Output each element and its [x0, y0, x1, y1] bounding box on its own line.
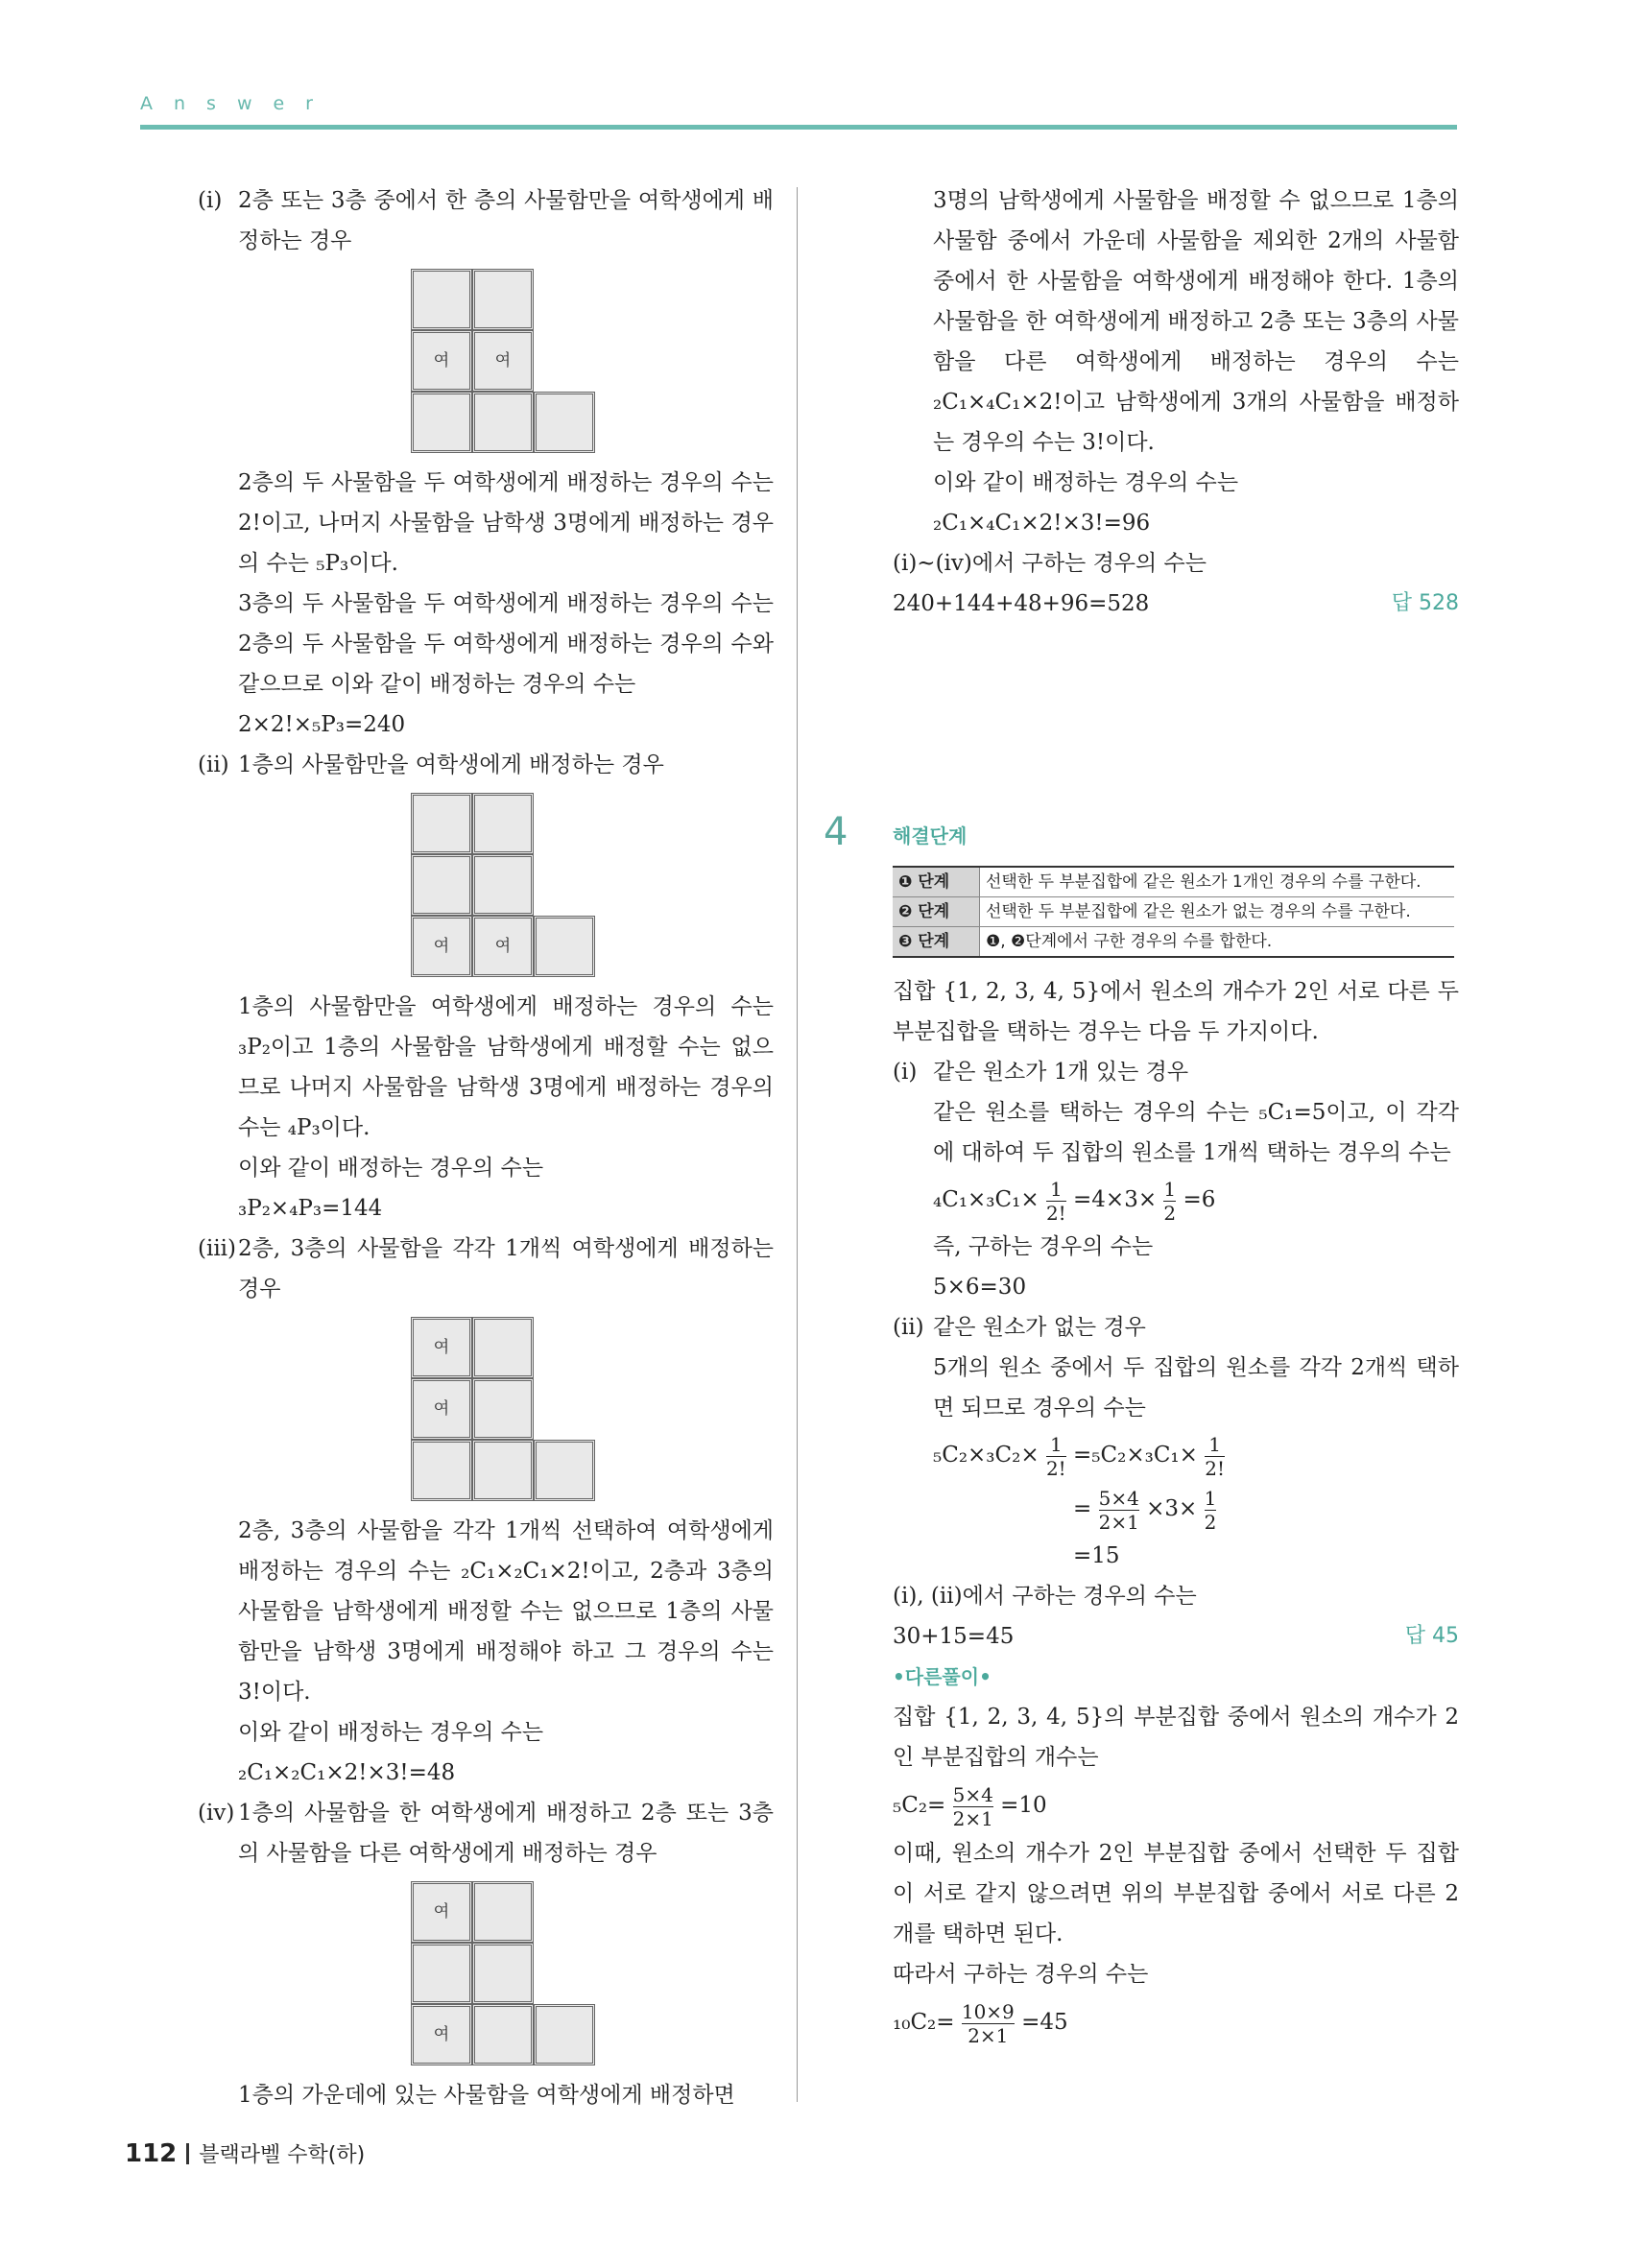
sum2-label: (i), (ii)에서 구하는 경우의 수는	[893, 1584, 1197, 1609]
case-2-para-1: 1층의 사물함만을 여학생에게 배정하는 경우의 수는 ₃P₂이고 1층의 사물함을 남학생에게 배정할 수는 없으므로 나머지 사물함을 남학생 3명에게 배정하는 경우의 수는 ₄P₃이다.	[238, 994, 774, 1140]
sub-case-1-para: 같은 원소를 택하는 경우의 수는 ₅C₁=5이고, 이 각각에 대하여 두 집합의 원소를 1개씩 택하는 경우의 수는	[933, 1100, 1459, 1165]
locker-cell	[472, 1440, 534, 1501]
header-rule	[140, 125, 1457, 130]
answer-45: 답 45	[1404, 1624, 1459, 1648]
locker-cell-girl: 여	[411, 1378, 472, 1440]
sub-case-1-result: 5×6=30	[933, 1275, 1027, 1300]
step-row	[893, 927, 1454, 958]
locker-cell-girl: 여	[411, 1317, 472, 1378]
case-1-para-1: 2층의 두 사물함을 두 여학생에게 배정하는 경우의 수는 2!이고, 나머지 사물함을 남학생 3명에게 배정하는 경우의 수는 ₅P₃이다.	[238, 470, 774, 576]
alt-para-2: 이때, 원소의 개수가 2인 부분집합 중에서 선택한 두 집합이 서로 같지 않으려면 위의 부분집합 중에서 서로 다른 2개를 택하면 된다.	[893, 1841, 1459, 1946]
locker-diagram-3	[411, 1317, 595, 1501]
locker-cell-girl: 여	[411, 330, 472, 392]
fraction: $\frac{1}{2}$	[1163, 1177, 1177, 1225]
fraction: $\frac{5\times 4}{2\times 1}$	[952, 1782, 993, 1830]
column-divider	[797, 187, 798, 2102]
step-desc: 선택한 두 부분집합에 같은 원소가 없는 경우의 수를 구한다.	[980, 897, 1455, 927]
page-number: 112	[125, 2139, 178, 2168]
locker-cell	[534, 916, 595, 977]
locker-cell	[411, 854, 472, 916]
locker-cell	[534, 2004, 595, 2065]
alt-para-1: 집합 {1, 2, 3, 4, 5}의 부분집합 중에서 원소의 개수가 2인 부분집합의 개수는	[893, 1705, 1459, 1770]
case-3-para-2: 이와 같이 배정하는 경우의 수는	[238, 1720, 544, 1745]
case-4-para-1: 1층의 가운데에 있는 사물함을 여학생에게 배정하면	[238, 2083, 735, 2108]
alt-solution-title: •다른풀이•	[893, 1665, 992, 1688]
empty-slot	[534, 1378, 595, 1440]
locker-cell-girl: 여	[411, 916, 472, 977]
alt-equation-2: ₁₀C₂= $\frac{10\times 9}{2\times 1}$ =45	[893, 1999, 1068, 2047]
case-4-continued: 3명의 남학생에게 사물함을 배정할 수 없으므로 1층의 사물함 중에서 가운데 사물함을 제외한 2개의 사물함 중에서 한 사물함을 여학생에게 배정해야 한다. 1층의 사물함을 한 여학생에게 배정하고 2층 또는 3층의 사물함을 다른 여학생에게 배정하는 경우의 수는 ₂C₁×₄C₁×2!이고 남학생에게 3개의 사물함을 배정하는 경우의 수는 3!이다.	[933, 188, 1459, 455]
solution-steps-table	[893, 866, 1454, 958]
locker-cell-girl: 여	[472, 916, 534, 977]
sub-case-2-para: 5개의 원소 중에서 두 집합의 원소를 각각 2개씩 택하면 되므로 경우의 수는	[933, 1355, 1459, 1420]
page-footer	[125, 2138, 365, 2168]
sub-case-1-equation: ₄C₁×₃C₁× $\frac{1}{2!}$ =4×3× $\frac{1}{2}$ =6	[933, 1177, 1216, 1225]
locker-cell	[472, 793, 534, 854]
alt-para-3: 따라서 구하는 경우의 수는	[893, 1962, 1149, 1987]
locker-cell	[472, 269, 534, 330]
case-1-equation: 2×2!×₅P₃=240	[238, 712, 406, 737]
empty-slot	[534, 1317, 595, 1378]
empty-slot	[534, 269, 595, 330]
sub-case-1-title: (i) 같은 원소가 1개 있는 경우	[893, 1060, 1189, 1085]
intro-paragraph: 집합 {1, 2, 3, 4, 5}에서 원소의 개수가 2인 서로 다른 두 부분집합을 택하는 경우는 다음 두 가지이다.	[893, 979, 1459, 1044]
locker-cell	[411, 392, 472, 453]
locker-cell	[411, 1440, 472, 1501]
case-2-para-2: 이와 같이 배정하는 경우의 수는	[238, 1156, 544, 1181]
fraction: $\frac{1}{2!}$	[1205, 1432, 1225, 1480]
step-desc: 선택한 두 부분집합에 같은 원소가 1개인 경우의 수를 구한다.	[980, 867, 1455, 897]
locker-cell	[472, 1881, 534, 1943]
sub-case-2-title: (ii) 같은 원소가 없는 경우	[893, 1315, 1146, 1340]
right-column	[824, 180, 1459, 2050]
locker-cell	[411, 269, 472, 330]
problem-4-section	[824, 810, 1459, 856]
locker-cell-girl: 여	[411, 1881, 472, 1943]
left-column	[198, 180, 774, 2115]
fraction: $\frac{1}{2}$	[1204, 1486, 1217, 1534]
case-4-title: (iv) 1층의 사물함을 한 여학생에게 배정하고 2층 또는 3층의 사물함을 다른 여학생에게 배정하는 경우	[198, 1801, 774, 1866]
case-1-title: (i) 2층 또는 3층 중에서 한 층의 사물함만을 여학생에게 배정하는 경우	[198, 188, 774, 253]
sum2-equation: 30+15=45 답 45	[893, 1616, 1459, 1657]
locker-cell	[411, 1943, 472, 2004]
locker-diagram-4	[411, 1881, 595, 2065]
locker-diagram-1	[411, 269, 595, 453]
case-3-title: (iii)2층, 3층의 사물함을 각각 1개씩 여학생에게 배정하는 경우	[198, 1236, 774, 1301]
locker-cell	[534, 1440, 595, 1501]
locker-cell-girl: 여	[411, 2004, 472, 2065]
locker-cell	[472, 2004, 534, 2065]
locker-diagram-2	[411, 793, 595, 977]
sub-case-2-result: =15	[1073, 1543, 1120, 1568]
locker-cell	[472, 1378, 534, 1440]
fraction: $\frac{1}{2!}$	[1045, 1177, 1066, 1225]
sub-case-2-equation-1: ₅C₂×₃C₂× $\frac{1}{2!}$ =₅C₂×₃C₁× $\frac{1}{2!}$	[933, 1432, 1225, 1480]
solution-steps-title: 해결단계	[893, 824, 968, 848]
problem-number: 4	[824, 810, 848, 854]
locker-cell	[411, 793, 472, 854]
locker-cell	[534, 392, 595, 453]
case-3-equation: ₂C₁×₂C₁×2!×3!=48	[238, 1760, 456, 1785]
sub-case-1-para-2: 즉, 구하는 경우의 수는	[933, 1234, 1154, 1259]
step-key: ❷ 단계	[893, 897, 980, 927]
answer-528: 답 528	[1391, 591, 1459, 615]
fraction: $\frac{1}{2!}$	[1045, 1432, 1066, 1480]
locker-cell-girl: 여	[472, 330, 534, 392]
locker-cell	[472, 1943, 534, 2004]
book-title: 블랙라벨 수학(하)	[199, 2143, 366, 2167]
step-row	[893, 897, 1454, 927]
empty-slot	[534, 854, 595, 916]
footer-divider	[186, 2143, 189, 2164]
step-key: ❶ 단계	[893, 867, 980, 897]
empty-slot	[534, 1943, 595, 2004]
step-desc: ❶, ❷단계에서 구한 경우의 수를 합한다.	[980, 927, 1455, 958]
case-3-para-1: 2층, 3층의 사물함을 각각 1개씩 선택하여 여학생에게 배정하는 경우의 수는 ₂C₁×₂C₁×2!이고, 2층과 3층의 사물함을 남학생에게 배정할 수는 없으므로 1층의 사물함만을 남학생 3명에게 배정해야 하고 그 경우의 수는 3!이다.	[238, 1518, 774, 1705]
step-row	[893, 867, 1454, 897]
empty-slot	[534, 330, 595, 392]
empty-slot	[534, 793, 595, 854]
empty-slot	[534, 1881, 595, 1943]
running-header: Answer	[140, 93, 334, 114]
step-key: ❸ 단계	[893, 927, 980, 958]
case-2-title: (ii) 1층의 사물함만을 여학생에게 배정하는 경우	[198, 752, 664, 777]
locker-cell	[472, 1317, 534, 1378]
fraction: $\frac{10\times 9}{2\times 1}$	[961, 1999, 1015, 2047]
locker-cell	[472, 392, 534, 453]
case-4-equation: ₂C₁×₄C₁×2!×3!=96	[933, 511, 1151, 536]
case-4-para-2: 이와 같이 배정하는 경우의 수는	[933, 470, 1239, 495]
alt-equation-1: ₅C₂= $\frac{5\times 4}{2\times 1}$ =10	[893, 1782, 1047, 1830]
case-2-equation: ₃P₂×₄P₃=144	[238, 1196, 383, 1221]
locker-cell	[472, 854, 534, 916]
fraction: $\frac{5\times 4}{2\times 1}$	[1098, 1486, 1139, 1534]
sum-label: (i)~(iv)에서 구하는 경우의 수는	[893, 551, 1207, 576]
sub-case-2-equation-2: = $\frac{5\times 4}{2\times 1}$ ×3× $\frac{1}{2}$	[1073, 1486, 1217, 1534]
case-1-para-2: 3층의 두 사물함을 두 여학생에게 배정하는 경우의 수는 2층의 두 사물함을 두 여학생에게 배정하는 경우의 수와 같으므로 이와 같이 배정하는 경우의 수는	[238, 591, 774, 697]
sum-equation: 240+144+48+96=528 답 528	[893, 584, 1459, 624]
